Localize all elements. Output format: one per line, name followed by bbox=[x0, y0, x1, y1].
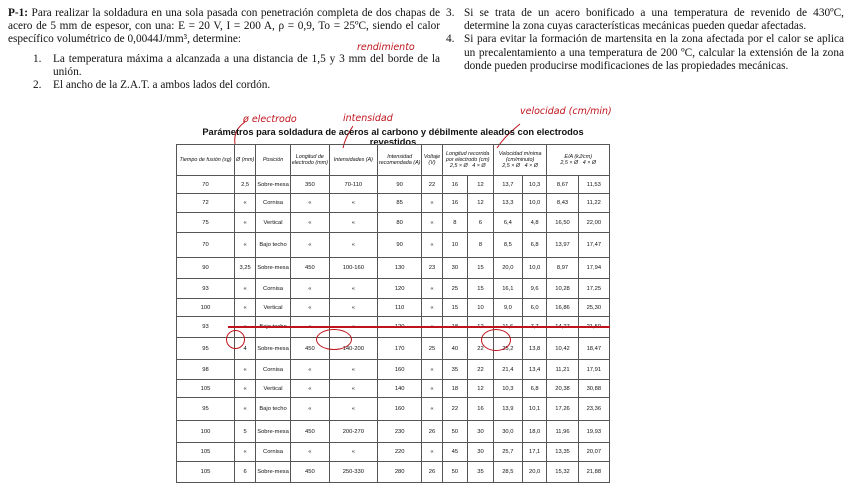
table-row bbox=[177, 398, 610, 421]
table-cell: 8 bbox=[442, 213, 468, 233]
table-cell: 8,67 bbox=[547, 176, 578, 194]
table-cell: 10,0 bbox=[522, 258, 547, 279]
table-cell: 6,0 bbox=[522, 299, 547, 317]
question-item: 2. El ancho de la Z.A.T. a ambos lados del cordón. bbox=[33, 79, 271, 92]
table-title: Parámetros para soldadura de aceros al carbono y débilmente aleados con electrodos revestidos bbox=[202, 127, 584, 147]
highlight-speed-circle bbox=[481, 329, 511, 351]
table-cell: « bbox=[235, 360, 256, 380]
table-cell: Sobre-mesa bbox=[256, 258, 291, 279]
table-cell: 10 bbox=[468, 299, 494, 317]
table-cell: 15 bbox=[442, 299, 468, 317]
table-cell: 105 bbox=[177, 462, 235, 483]
table-cell: 22 bbox=[468, 360, 494, 380]
table-cell: « bbox=[290, 299, 329, 317]
table-cell: 21,88 bbox=[578, 462, 609, 483]
table-cell: 35 bbox=[442, 360, 468, 380]
table-row bbox=[177, 299, 610, 317]
table-cell: Bajo techo bbox=[256, 233, 291, 258]
table-cell: « bbox=[290, 279, 329, 299]
table-cell: 25 bbox=[422, 338, 442, 360]
table-cell: 90 bbox=[177, 258, 235, 279]
table-cell: 130 bbox=[377, 258, 422, 279]
table-cell: 17,26 bbox=[547, 398, 578, 421]
table-cell: 105 bbox=[177, 380, 235, 398]
table-cell: 9,0 bbox=[493, 299, 522, 317]
table-cell: 85 bbox=[377, 194, 422, 213]
table-cell: 30 bbox=[468, 421, 494, 443]
table-cell: 21,4 bbox=[493, 360, 522, 380]
table-cell: 45 bbox=[442, 443, 468, 462]
question-item: 1. La temperatura máxima a alcanzada a una distancia de 1,5 y 3 mm del borde de la unión. bbox=[33, 52, 440, 78]
table-row bbox=[177, 233, 610, 258]
table-cell: Cornisa bbox=[256, 194, 291, 213]
table-cell: 16 bbox=[442, 194, 468, 213]
table-cell: Sobre-mesa bbox=[256, 176, 291, 194]
table-cell: « bbox=[235, 443, 256, 462]
table-cell: 6 bbox=[468, 213, 494, 233]
table-cell: Cornisa bbox=[256, 279, 291, 299]
table-cell: 3,25 bbox=[235, 258, 256, 279]
table-row bbox=[177, 462, 610, 483]
table-cell: 8,5 bbox=[493, 233, 522, 258]
question-item: 3. Si se trata de un acero bonificado a una temperatura de revenido de 430ºC, determine la zona cuyas características mecánicas pueden quedar afectadas. bbox=[446, 7, 844, 33]
table-cell: 100-160 bbox=[329, 258, 377, 279]
table-cell: 22 bbox=[442, 398, 468, 421]
table-cell: « bbox=[422, 398, 442, 421]
table-cell: 12 bbox=[468, 176, 494, 194]
table-cell: 70 bbox=[177, 233, 235, 258]
table-cell: « bbox=[290, 398, 329, 421]
table-cell: 140-200 bbox=[329, 338, 377, 360]
table-cell: Sobre-mesa bbox=[256, 462, 291, 483]
table-row bbox=[177, 213, 610, 233]
table-row bbox=[177, 194, 610, 213]
table-cell: « bbox=[329, 233, 377, 258]
table-cell: 140 bbox=[377, 380, 422, 398]
table-cell: 20,07 bbox=[578, 443, 609, 462]
table-cell: 105 bbox=[177, 443, 235, 462]
table-cell: 26 bbox=[422, 462, 442, 483]
table-cell: 22 bbox=[422, 176, 442, 194]
table-cell: Cornisa bbox=[256, 443, 291, 462]
table-cell: 6,4 bbox=[493, 213, 522, 233]
table-cell: 10,3 bbox=[522, 176, 547, 194]
table-cell: 10,3 bbox=[493, 380, 522, 398]
table-cell: 11,96 bbox=[547, 421, 578, 443]
highlight-row-line bbox=[228, 326, 610, 328]
table-cell: Vertical bbox=[256, 380, 291, 398]
table-cell: 220 bbox=[377, 443, 422, 462]
table-cell: « bbox=[235, 299, 256, 317]
table-cell: 95 bbox=[177, 398, 235, 421]
table-cell: 50 bbox=[442, 421, 468, 443]
table-cell: 450 bbox=[290, 421, 329, 443]
table-cell: 20,38 bbox=[547, 380, 578, 398]
table-cell: 160 bbox=[377, 398, 422, 421]
table-cell: 25 bbox=[442, 279, 468, 299]
table-cell: 16,86 bbox=[547, 299, 578, 317]
table-row bbox=[177, 443, 610, 462]
table-cell: 16 bbox=[442, 176, 468, 194]
table-cell: « bbox=[290, 443, 329, 462]
table-cell: Sobre-mesa bbox=[256, 421, 291, 443]
problem-statement: Para realizar la soldadura en una sola pasada con penetración completa de dos chapas de acero de 5 mm de espesor, con una: E = 20 V, I = 200 A, ρ = 0,9, To = 25ºC, siendo el calor específico volumétrico de 0,0044J/mm³, determine: bbox=[8, 7, 441, 46]
table-cell: 120 bbox=[377, 279, 422, 299]
header-cell: E/A (kJ/cm) 2,5 × Ø 4 × Ø bbox=[547, 145, 610, 176]
table-cell: 250-330 bbox=[329, 462, 377, 483]
table-cell: 17,91 bbox=[578, 360, 609, 380]
table-cell: 110 bbox=[377, 299, 422, 317]
table-cell: « bbox=[290, 194, 329, 213]
table-cell: 6 bbox=[235, 462, 256, 483]
annotation-intensidad: intensidad bbox=[343, 113, 393, 124]
table-cell: « bbox=[329, 194, 377, 213]
table-cell: 80 bbox=[377, 213, 422, 233]
table-cell: « bbox=[329, 398, 377, 421]
table-cell: « bbox=[329, 213, 377, 233]
annotation-velocidad: velocidad (cm/min) bbox=[520, 106, 612, 117]
table-cell: 6,8 bbox=[522, 380, 547, 398]
table-cell: 100 bbox=[177, 299, 235, 317]
table-cell: 16 bbox=[468, 398, 494, 421]
table-row bbox=[177, 360, 610, 380]
problem-right-column bbox=[446, 7, 844, 73]
table-cell: « bbox=[235, 194, 256, 213]
table-cell: 18,0 bbox=[522, 421, 547, 443]
table-cell: « bbox=[290, 360, 329, 380]
table-cell: 20,0 bbox=[493, 258, 522, 279]
header-cell: Voltaje (V) bbox=[422, 145, 442, 176]
table-cell: 230 bbox=[377, 421, 422, 443]
table-cell: 13,97 bbox=[547, 233, 578, 258]
question-item: 4. Si para evitar la formación de martensita en la zona afectada por el calor se aplica un precalentamiento a una temperatura de 200 ºC, calcular la extensión de la zona donde pueden producirse modificaciones de las propiedades mecánicas. bbox=[446, 33, 844, 72]
table-cell: « bbox=[235, 213, 256, 233]
table-cell: 15,32 bbox=[547, 462, 578, 483]
table-cell: 35 bbox=[468, 462, 494, 483]
table-cell: 93 bbox=[177, 317, 235, 338]
table-cell: 30,88 bbox=[578, 380, 609, 398]
table-cell: 11,21 bbox=[547, 360, 578, 380]
table-cell: 28,5 bbox=[493, 462, 522, 483]
table-cell: 22,00 bbox=[578, 213, 609, 233]
table-cell: 17,47 bbox=[578, 233, 609, 258]
table-row bbox=[177, 176, 610, 194]
table-cell: « bbox=[235, 279, 256, 299]
table-cell: « bbox=[329, 380, 377, 398]
highlight-intensity-circle bbox=[316, 329, 352, 350]
table-cell: 16,1 bbox=[493, 279, 522, 299]
table-cell: 10,1 bbox=[522, 398, 547, 421]
table-cell: 18 bbox=[442, 380, 468, 398]
table-cell: « bbox=[235, 233, 256, 258]
table-cell: « bbox=[235, 398, 256, 421]
table-cell: 18,47 bbox=[578, 338, 609, 360]
table-cell: Vertical bbox=[256, 213, 291, 233]
table-cell: 70 bbox=[177, 176, 235, 194]
header-cell: Longitud de electrodo (mm) bbox=[290, 145, 329, 176]
problem-label: P-1: bbox=[8, 7, 29, 19]
table-cell: 8,97 bbox=[547, 258, 578, 279]
table-cell: 30 bbox=[442, 258, 468, 279]
table-cell: « bbox=[235, 380, 256, 398]
table-cell: 15 bbox=[468, 279, 494, 299]
table-cell: 170 bbox=[377, 338, 422, 360]
table-cell: « bbox=[329, 360, 377, 380]
question-list-left bbox=[8, 53, 440, 93]
table-cell: 50 bbox=[442, 462, 468, 483]
table-cell: 280 bbox=[377, 462, 422, 483]
table-cell: 10 bbox=[442, 233, 468, 258]
highlight-electrode-circle bbox=[226, 330, 245, 349]
header-cell: Longitud recorrida por electrodo (cm) 2,5 × Ø 4 × Ø bbox=[442, 145, 493, 176]
table-cell: 17,25 bbox=[578, 279, 609, 299]
table-header-row bbox=[177, 145, 610, 176]
table-cell: 90 bbox=[377, 176, 422, 194]
table-cell: 25,7 bbox=[493, 443, 522, 462]
table-cell: 9,6 bbox=[522, 279, 547, 299]
table-cell: 70-110 bbox=[329, 176, 377, 194]
table-cell: 10,28 bbox=[547, 279, 578, 299]
table-cell: Vertical bbox=[256, 299, 291, 317]
table-cell: 17,1 bbox=[522, 443, 547, 462]
table-cell: 75 bbox=[177, 213, 235, 233]
table-cell: 19,93 bbox=[578, 421, 609, 443]
table-cell: 6,8 bbox=[522, 233, 547, 258]
table-cell: 8 bbox=[468, 233, 494, 258]
table-cell: 12 bbox=[468, 194, 494, 213]
table-cell: « bbox=[422, 213, 442, 233]
table-cell: 10,42 bbox=[547, 338, 578, 360]
table-row bbox=[177, 380, 610, 398]
table-cell: 100 bbox=[177, 421, 235, 443]
header-cell: Posición bbox=[256, 145, 291, 176]
table-cell: « bbox=[290, 233, 329, 258]
table-cell: 450 bbox=[290, 338, 329, 360]
table-cell: 22 bbox=[468, 338, 494, 360]
table-cell: 2,5 bbox=[235, 176, 256, 194]
header-cell: Ø (mm) bbox=[235, 145, 256, 176]
table-cell: « bbox=[422, 194, 442, 213]
table-cell: 72 bbox=[177, 194, 235, 213]
table-cell: 11,53 bbox=[578, 176, 609, 194]
table-cell: 16,50 bbox=[547, 213, 578, 233]
table-cell: Cornisa bbox=[256, 360, 291, 380]
table-cell: 23,36 bbox=[578, 398, 609, 421]
table-cell: 30 bbox=[468, 443, 494, 462]
welding-parameters-table bbox=[176, 144, 610, 483]
table-cell: 11,22 bbox=[578, 194, 609, 213]
header-cell: Intensidades (A) bbox=[329, 145, 377, 176]
table-cell: 160 bbox=[377, 360, 422, 380]
table-cell: 20,0 bbox=[522, 462, 547, 483]
table-cell: 93 bbox=[177, 279, 235, 299]
table-cell: « bbox=[290, 380, 329, 398]
table-cell: 98 bbox=[177, 360, 235, 380]
table-cell: « bbox=[290, 213, 329, 233]
table-cell: 10,0 bbox=[522, 194, 547, 213]
table-cell: Sobre-mesa bbox=[256, 338, 291, 360]
table-cell: 4 bbox=[235, 338, 256, 360]
table-cell: 13,4 bbox=[522, 360, 547, 380]
table-cell: 200-270 bbox=[329, 421, 377, 443]
header-cell: Velocidad mínima (cm/minuto) 2,5 × Ø 4 × Ø bbox=[493, 145, 547, 176]
table-cell: « bbox=[329, 299, 377, 317]
table-cell: 4,8 bbox=[522, 213, 547, 233]
table-cell: 450 bbox=[290, 258, 329, 279]
table-cell: « bbox=[422, 443, 442, 462]
table-cell: 25,30 bbox=[578, 299, 609, 317]
table-cell: « bbox=[329, 279, 377, 299]
table-cell: « bbox=[422, 380, 442, 398]
table-cell: 8,43 bbox=[547, 194, 578, 213]
table-cell: 17,94 bbox=[578, 258, 609, 279]
annotation-electrodo: ø electrodo bbox=[243, 114, 297, 125]
table-row bbox=[177, 258, 610, 279]
table-cell: 13,8 bbox=[522, 338, 547, 360]
table-cell: « bbox=[422, 233, 442, 258]
table-cell: 30,0 bbox=[493, 421, 522, 443]
table-cell: 90 bbox=[377, 233, 422, 258]
table-cell: « bbox=[422, 299, 442, 317]
table-cell: 15 bbox=[468, 258, 494, 279]
table-cell: 13,9 bbox=[493, 398, 522, 421]
annotation-rendimiento: rendimiento bbox=[357, 42, 415, 53]
table-cell: Bajo techo bbox=[256, 398, 291, 421]
header-cell: Intensidad recomendada (A) bbox=[377, 145, 422, 176]
header-cell: Tiempo de fusión (sg) bbox=[177, 145, 235, 176]
table-cell: 450 bbox=[290, 462, 329, 483]
table-cell: 95 bbox=[177, 338, 235, 360]
table-row bbox=[177, 279, 610, 299]
table-cell: « bbox=[422, 360, 442, 380]
table-cell: 13,35 bbox=[547, 443, 578, 462]
table-cell: « bbox=[329, 443, 377, 462]
table-row bbox=[177, 421, 610, 443]
table-body bbox=[177, 176, 610, 483]
table-cell: 23 bbox=[422, 258, 442, 279]
table-cell: 13,7 bbox=[493, 176, 522, 194]
table-cell: 350 bbox=[290, 176, 329, 194]
table-cell: 5 bbox=[235, 421, 256, 443]
table-cell: 25,2 bbox=[493, 338, 522, 360]
table-cell: 12 bbox=[468, 380, 494, 398]
table-cell: 40 bbox=[442, 338, 468, 360]
table-cell: « bbox=[422, 279, 442, 299]
table-cell: 13,3 bbox=[493, 194, 522, 213]
table-cell: 26 bbox=[422, 421, 442, 443]
